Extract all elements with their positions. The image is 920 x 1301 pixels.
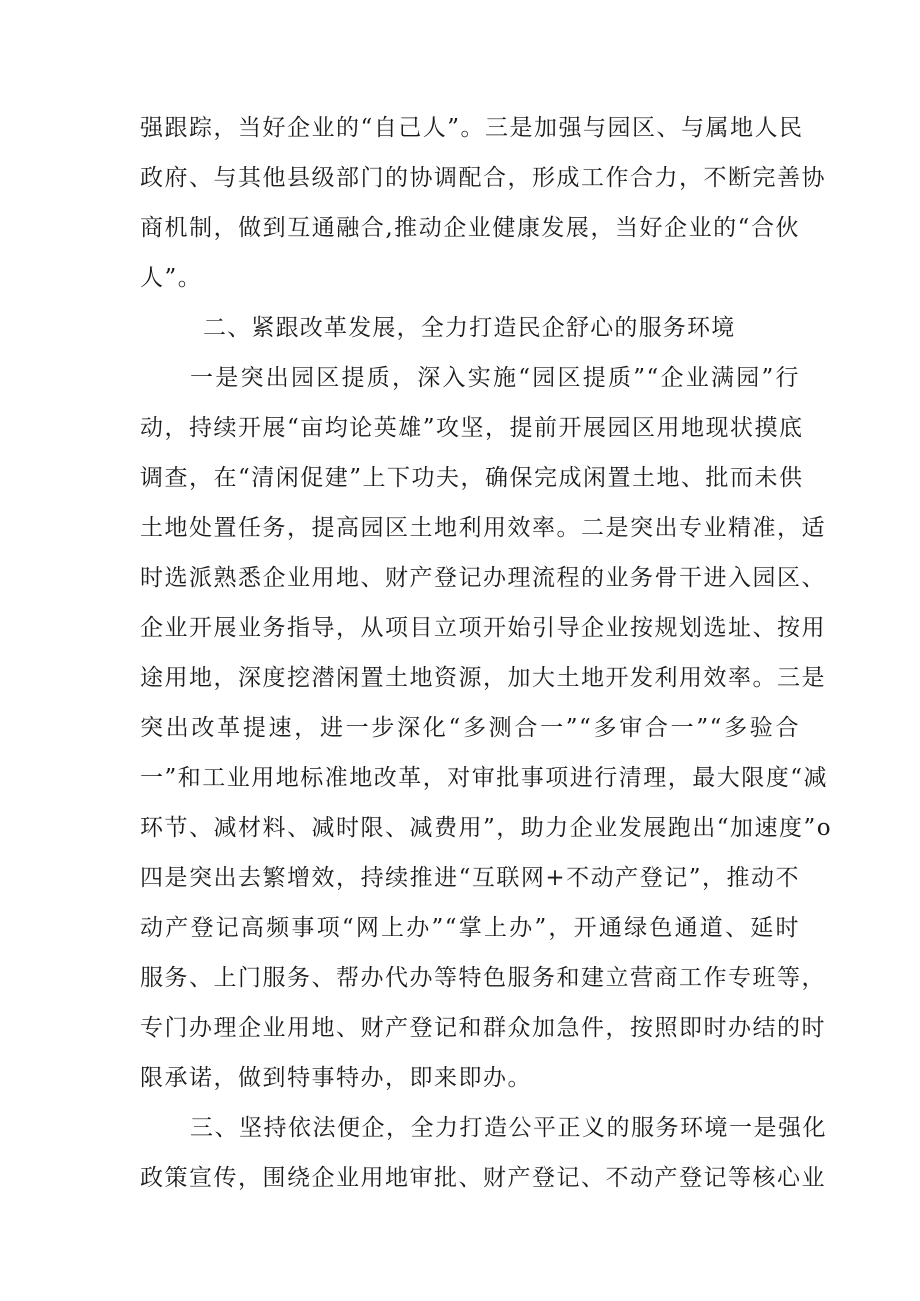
text-line: 土地处置任务，提高园区土地利用效率。二是突出专业精准，适 (140, 515, 826, 541)
text-line: 一是突出园区提质，深入实施“园区提质”“企业满园”行 (190, 365, 800, 391)
text-line: 强跟踪，当好企业的“自己人”。三是加强与园区、与属地人民 (140, 115, 804, 141)
text-line: 环节、减材料、减时限、减费用”，助力企业发展跑出“加速度”o (140, 815, 833, 841)
text-line: 人”。 (140, 265, 203, 291)
section-heading: 二、紧跟改革发展，全力打造民企舒心的服务环境 (203, 315, 736, 341)
text-line: 政策宣传，围绕企业用地审批、财产登记、不动产登记等核心业 (140, 1165, 826, 1191)
text-line: 限承诺，做到特事特办，即来即办。 (140, 1065, 532, 1091)
text-line: 动产登记高频事项“网上办”“掌上办”，开通绿色通道、延时 (140, 915, 800, 941)
text-line: 一”和工业用地标准地改革，对审批事项进行清理，最大限度“减 (140, 765, 829, 791)
text-line: 动，持续开展“亩均论英雄”攻坚，提前开展园区用地现状摸底 (140, 415, 804, 441)
text-line: 政府、与其他县级部门的协调配合，形成工作合力，不断完善协 (140, 165, 826, 191)
text-line: 途用地，深度挖潜闲置土地资源，加大土地开发利用效率。三是 (140, 665, 826, 691)
text-line: 专门办理企业用地、财产登记和群众加急件，按照即时办结的时 (140, 1015, 826, 1041)
text-line: 商机制，做到互通融合,推动企业健康发展，当好企业的“合伙 (140, 215, 800, 241)
text-line: 三、坚持依法便企，全力打造公平正义的服务环境一是强化 (190, 1115, 827, 1141)
text-line: 服务、上门服务、帮办代办等特色服务和建立营商工作专班等， (140, 965, 826, 991)
text-line: 突出改革提速，进一步深化“多测合一”“多审合一”“多验合 (140, 715, 800, 741)
text-line: 调查，在“清闲促建”上下功夫，确保完成闲置土地、批而未供 (140, 465, 804, 491)
text-line: 时选派熟悉企业用地、财产登记办理流程的业务骨干进入园区、 (140, 565, 826, 591)
text-line: 四是突出去繁增效，持续推进“互联网+不动产登记”，推动不 (140, 865, 800, 891)
text-line: 企业开展业务指导，从项目立项开始引导企业按规划选址、按用 (140, 615, 826, 641)
